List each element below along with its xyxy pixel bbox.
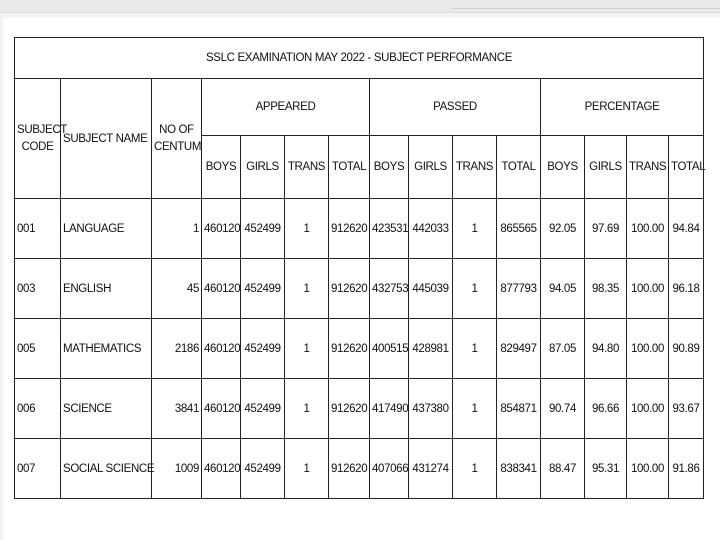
centum-cell: 1009 [152,439,202,499]
percentage-trans-header: TRANS [627,136,669,199]
percentage-trans-cell: 100.00 [627,199,669,259]
appeared-trans-cell: 1 [285,319,329,379]
passed-boys-cell: 423531 [370,199,409,259]
passed-trans-cell: 1 [453,259,497,319]
subject-name-cell: MATHEMATICS [61,319,152,379]
percentage-boys-cell: 90.74 [541,379,585,439]
passed-trans-cell: 1 [453,379,497,439]
centum-header [152,79,202,199]
appeared-total-header: TOTAL [329,136,370,199]
passed-total-cell: 829497 [497,319,541,379]
appeared-girls-header: GIRLS [241,136,285,199]
appeared-girls-cell: 452499 [241,379,285,439]
appeared-trans-cell: 1 [285,439,329,499]
percentage-header: PERCENTAGE [541,79,704,136]
passed-girls-header: GIRLS [409,136,453,199]
passed-total-header: TOTAL [497,136,541,199]
percentage-boys-cell: 88.47 [541,439,585,499]
top-bar [0,0,720,13]
percentage-girls-cell: 97.69 [585,199,627,259]
appeared-total-cell: 912620 [329,199,370,259]
appeared-total-cell: 912620 [329,259,370,319]
appeared-trans-cell: 1 [285,379,329,439]
percentage-total-cell: 90.89 [669,319,704,379]
subject-name-cell: ENGLISH [61,259,152,319]
appeared-boys-cell: 460120 [202,439,241,499]
centum-cell: 45 [152,259,202,319]
appeared-total-cell: 912620 [329,379,370,439]
percentage-boys-header: BOYS [541,136,585,199]
passed-boys-cell: 432753 [370,259,409,319]
appeared-girls-cell: 452499 [241,259,285,319]
percentage-girls-header: GIRLS [585,136,627,199]
percentage-girls-cell: 94.80 [585,319,627,379]
percentage-boys-cell: 92.05 [541,199,585,259]
appeared-total-cell: 912620 [329,319,370,379]
top-divider [452,8,720,9]
percentage-girls-cell: 98.35 [585,259,627,319]
appeared-girls-cell: 452499 [241,439,285,499]
centum-header-line1: NO OF [159,123,194,136]
table-row [15,379,704,439]
subject-code-cell: 003 [15,259,61,319]
appeared-trans-cell: 1 [285,199,329,259]
percentage-total-cell: 91.86 [669,439,704,499]
appeared-boys-cell: 460120 [202,319,241,379]
subject-name-cell: SOCIAL SCIENCE [61,439,152,499]
percentage-total-cell: 96.18 [669,259,704,319]
passed-header: PASSED [370,79,541,136]
appeared-boys-cell: 460120 [202,199,241,259]
subject-code-cell: 005 [15,319,61,379]
percentage-total-cell: 94.84 [669,199,704,259]
appeared-total-cell: 912620 [329,439,370,499]
percentage-trans-cell: 100.00 [627,259,669,319]
appeared-girls-cell: 452499 [241,199,285,259]
passed-total-cell: 838341 [497,439,541,499]
percentage-boys-cell: 94.05 [541,259,585,319]
passed-girls-cell: 428981 [409,319,453,379]
percentage-girls-cell: 96.66 [585,379,627,439]
centum-cell: 2186 [152,319,202,379]
passed-total-cell: 877793 [497,259,541,319]
subject-code-cell: 001 [15,199,61,259]
passed-girls-cell: 445039 [409,259,453,319]
passed-boys-cell: 407066 [370,439,409,499]
subject-name-header: SUBJECT NAME [61,79,152,199]
subject-code-cell: 006 [15,379,61,439]
percentage-trans-cell: 100.00 [627,439,669,499]
centum-cell: 1 [152,199,202,259]
subject-code-header-line1: SUBJECT [17,123,67,136]
passed-boys-cell: 400515 [370,319,409,379]
appeared-trans-cell: 1 [285,259,329,319]
centum-header-line2: CENTUM [154,140,202,153]
subject-name-cell: SCIENCE [61,379,152,439]
appeared-boys-cell: 460120 [202,379,241,439]
appeared-boys-cell: 460120 [202,259,241,319]
passed-girls-cell: 437380 [409,379,453,439]
subject-name-cell: LANGUAGE [61,199,152,259]
table-title: SSLC EXAMINATION MAY 2022 - SUBJECT PERFORMANCE [15,38,704,79]
appeared-girls-cell: 452499 [241,319,285,379]
table-row [15,439,704,499]
passed-total-cell: 865565 [497,199,541,259]
subject-performance-table [14,37,704,499]
percentage-total-cell: 93.67 [669,379,704,439]
passed-total-cell: 854871 [497,379,541,439]
percentage-boys-cell: 87.05 [541,319,585,379]
table-row [15,319,704,379]
subject-code-header [15,79,67,199]
passed-boys-cell: 417490 [370,379,409,439]
subject-code-header-line2: CODE [21,140,54,153]
passed-trans-cell: 1 [453,319,497,379]
appeared-header: APPEARED [202,79,370,136]
appeared-trans-header: TRANS [285,136,329,199]
table-row [15,259,704,319]
appeared-boys-header: BOYS [202,136,241,199]
subject-code-cell: 007 [15,439,61,499]
percentage-total-header: TOTAL [669,136,704,199]
passed-trans-cell: 1 [453,439,497,499]
percentage-trans-cell: 100.00 [627,379,669,439]
table-row [15,199,704,259]
passed-girls-cell: 442033 [409,199,453,259]
percentage-girls-cell: 95.31 [585,439,627,499]
centum-cell: 3841 [152,379,202,439]
passed-girls-cell: 431274 [409,439,453,499]
passed-trans-cell: 1 [453,199,497,259]
passed-boys-header: BOYS [370,136,409,199]
percentage-trans-cell: 100.00 [627,319,669,379]
passed-trans-header: TRANS [453,136,497,199]
